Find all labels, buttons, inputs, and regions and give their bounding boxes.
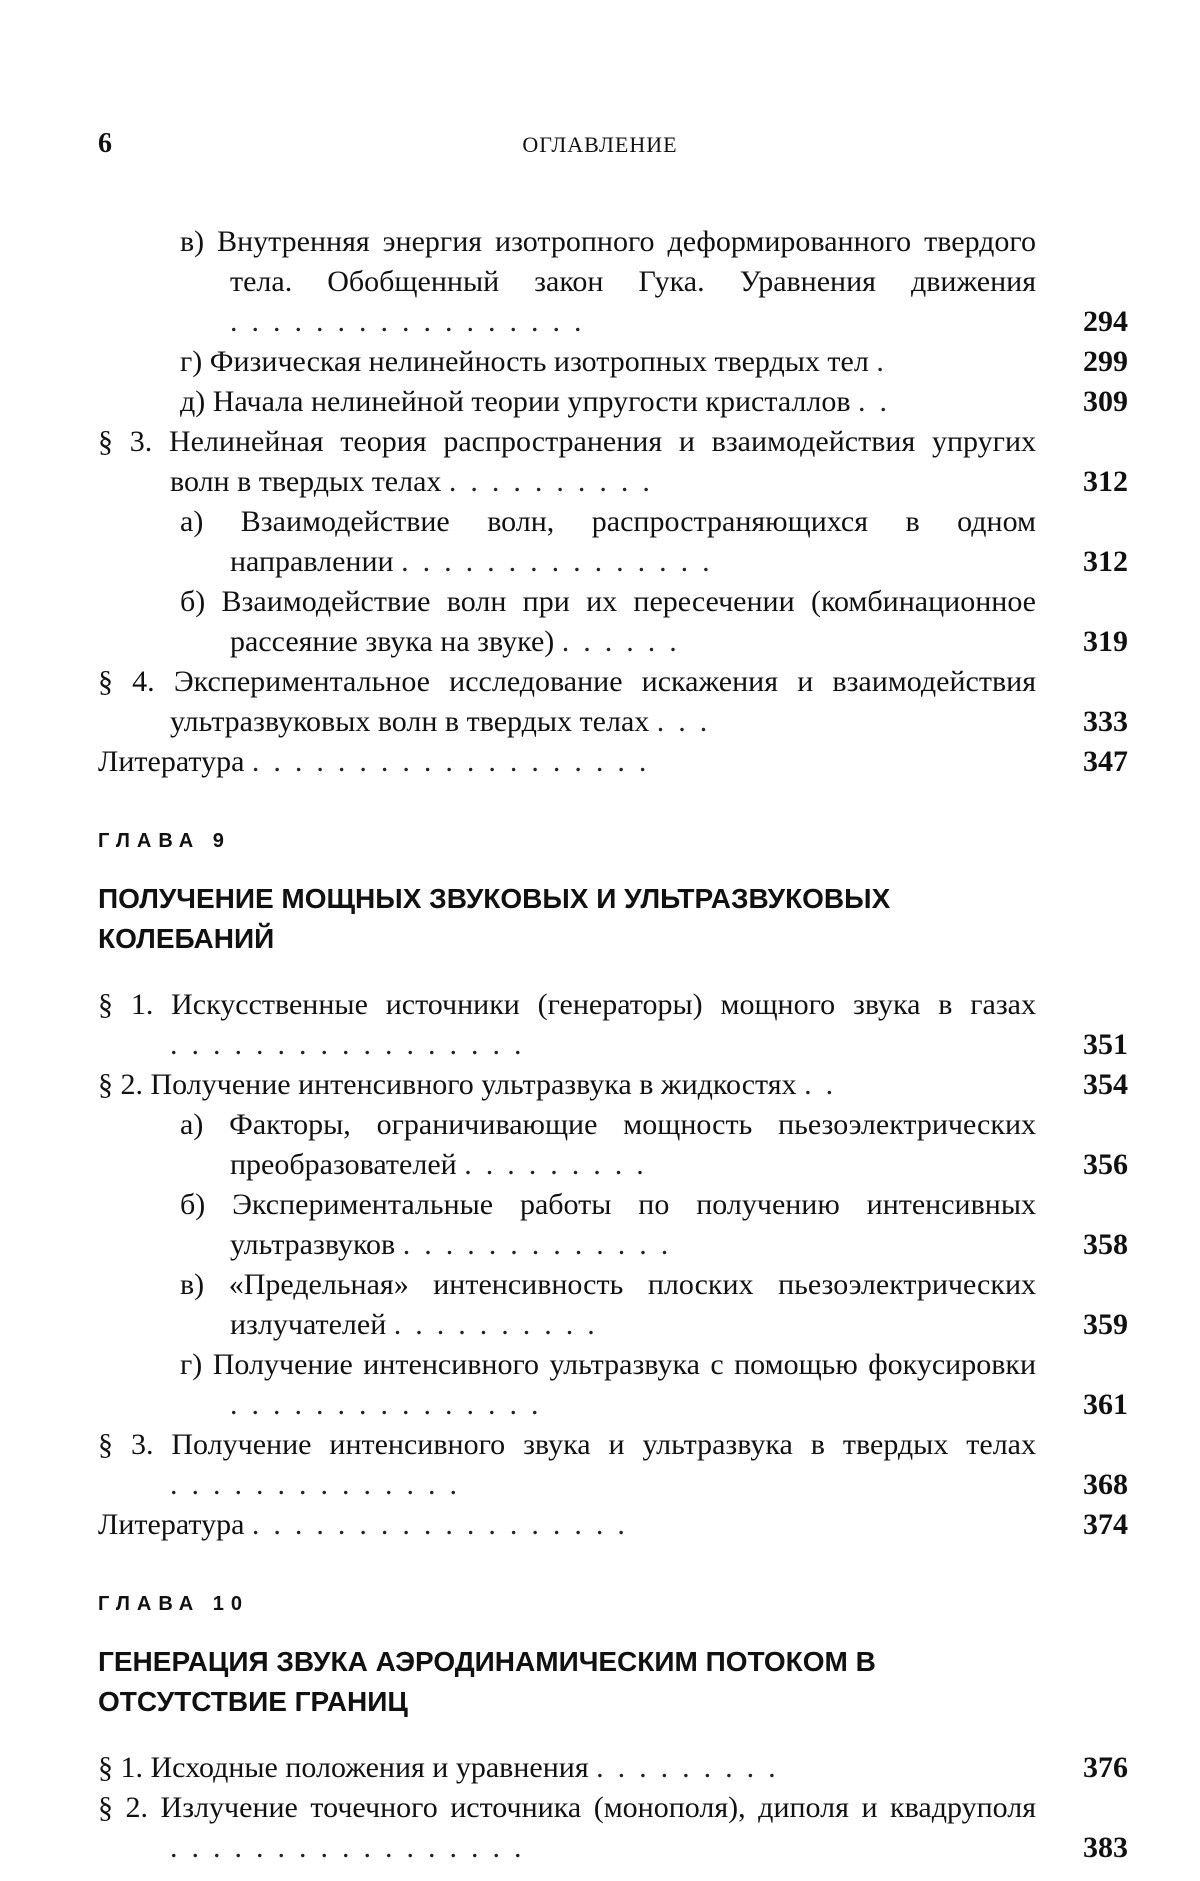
page-number: 6 xyxy=(98,128,112,159)
toc-entry-page: 309 xyxy=(1083,385,1128,418)
toc-entry: § 2. Излучение точечного источника (монополя), диполя и квадруполя ................. 383 xyxy=(98,1788,1128,1868)
chapter-label: ГЛАВА 9 xyxy=(98,830,231,852)
toc-entry-text: § 4. Экспериментальное исследование искажения и взаимодействия ультразвуковых волн в твердых телах xyxy=(98,665,1036,738)
toc-entry-page: 319 xyxy=(1083,625,1128,658)
toc-entry-text: а) Факторы, ограничивающие мощность пьезоэлектрических преобразователей xyxy=(180,1108,1036,1181)
toc-entry: Литература .................. 374 xyxy=(98,1505,1128,1545)
toc-entry-page: 312 xyxy=(1083,545,1128,578)
page-header xyxy=(0,128,1200,164)
toc-entry-page: 359 xyxy=(1083,1308,1128,1341)
toc-entry-page: 358 xyxy=(1083,1228,1128,1261)
chapter-title: ПОЛУЧЕНИЕ МОЩНЫХ ЗВУКОВЫХ И УЛЬТРАЗВУКОВЫХ КОЛЕБАНИЙ xyxy=(98,883,891,954)
toc-entry-page: 347 xyxy=(1083,745,1128,778)
running-title: ОГЛАВЛЕНИЕ xyxy=(522,132,678,157)
toc-entry-page: 312 xyxy=(1083,465,1128,498)
toc-entry-text: Литература xyxy=(98,1508,245,1541)
toc-entry-text: а) Взаимодействие волн, распространяющихся в одном направлении xyxy=(180,505,1036,578)
toc-entry: § 3. Получение интенсивного звука и ультразвука в твердых телах .............. 368 xyxy=(98,1425,1128,1505)
toc-entry: § 2. Получение интенсивного ультразвука в жидкостях .. 354 xyxy=(98,1065,1128,1105)
toc-entry-page: 356 xyxy=(1083,1148,1128,1181)
toc-entry-page: 294 xyxy=(1083,305,1128,338)
toc-entry: § 3. Нелинейная теория распространения и взаимодействия упругих волн в твердых телах .......... 312 xyxy=(98,422,1128,502)
toc-entry: а) Взаимодействие волн, распространяющихся в одном направлении ............... 312 xyxy=(98,502,1128,582)
chapter-title: ГЕНЕРАЦИЯ ЗВУКА АЭРОДИНАМИЧЕСКИМ ПОТОКОМ В ОТСУТСТВИЕ ГРАНИЦ xyxy=(98,1646,876,1717)
toc-entry-page: 383 xyxy=(1083,1831,1128,1864)
toc-entry: г) Получение интенсивного ультразвука с помощью фокусировки ............... 361 xyxy=(98,1345,1128,1425)
toc-entry-page: 354 xyxy=(1083,1068,1128,1101)
toc-entry-text: б) Взаимодействие волн при их пересечении (комбинационное рассеяние звука на звуке) xyxy=(180,585,1036,658)
toc-entry: § 1. Исходные положения и уравнения ......... 376 xyxy=(98,1748,1128,1788)
toc-entry-page: 333 xyxy=(1083,705,1128,738)
toc-entry-text: Литература xyxy=(98,745,245,778)
toc-entry-text: § 2. Получение интенсивного ультразвука в жидкостях xyxy=(98,1068,797,1101)
toc-entry-page: 376 xyxy=(1083,1751,1128,1784)
toc-entry-page: 351 xyxy=(1083,1028,1128,1061)
toc-entry-text: § 3. Нелинейная теория распространения и взаимодействия упругих волн в твердых телах xyxy=(98,425,1036,498)
toc-entry: в) Внутренняя энергия изотропного деформированного твердого тела. Обобщенный закон Гука. Уравнения движения ................. 294 xyxy=(98,222,1128,342)
toc-entry-text: б) Экспериментальные работы по получению интенсивных ультразвуков xyxy=(180,1188,1036,1261)
toc-entry: д) Начала нелинейной теории упругости кристаллов .. 309 xyxy=(98,382,1128,422)
toc-entry-text: д) Начала нелинейной теории упругости кристаллов xyxy=(180,385,851,418)
toc-entry: § 4. Экспериментальное исследование искажения и взаимодействия ультразвуковых волн в твердых телах ... 333 xyxy=(98,662,1128,742)
toc-entry: г) Физическая нелинейность изотропных твердых тел . 299 xyxy=(98,342,1128,382)
toc-entry-text: § 2. Излучение точечного источника (монополя), диполя и квадруполя xyxy=(98,1791,1036,1824)
toc-entry: б) Взаимодействие волн при их пересечении (комбинационное рассеяние звука на звуке) ...... 319 xyxy=(98,582,1128,662)
chapter-label: ГЛАВА 10 xyxy=(98,1593,250,1615)
toc-entry-text: § 1. Исходные положения и уравнения xyxy=(98,1751,589,1784)
toc-entry-page: 374 xyxy=(1083,1508,1128,1541)
toc-entry-text: § 1. Искусственные источники (генераторы) мощного звука в газах xyxy=(98,988,1036,1021)
toc-entry-text: в) Внутренняя энергия изотропного деформированного твердого тела. Обобщенный закон Гука. Уравнения движения xyxy=(180,225,1036,298)
table-of-contents xyxy=(98,222,1128,1868)
toc-entry: § 1. Искусственные источники (генераторы) мощного звука в газах ................. 351 xyxy=(98,985,1128,1065)
toc-entry-page: 299 xyxy=(1083,345,1128,378)
toc-entry-text: § 3. Получение интенсивного звука и ультразвука в твердых телах xyxy=(98,1428,1036,1461)
toc-entry: б) Экспериментальные работы по получению интенсивных ультразвуков ............. 358 xyxy=(98,1185,1128,1265)
toc-entry-text: г) Получение интенсивного ультразвука с помощью фокусировки xyxy=(180,1348,1036,1381)
toc-entry-text: г) Физическая нелинейность изотропных твердых тел xyxy=(180,345,869,378)
toc-entry-page: 368 xyxy=(1083,1468,1128,1501)
toc-entry-text: в) «Предельная» интенсивность плоских пьезоэлектрических излучателей xyxy=(180,1268,1036,1341)
toc-entry: а) Факторы, ограничивающие мощность пьезоэлектрических преобразователей ......... 356 xyxy=(98,1105,1128,1185)
toc-entry: Литература ................... 347 xyxy=(98,742,1128,782)
toc-entry-page: 361 xyxy=(1083,1388,1128,1421)
toc-entry: в) «Предельная» интенсивность плоских пьезоэлектрических излучателей .......... 359 xyxy=(98,1265,1128,1345)
